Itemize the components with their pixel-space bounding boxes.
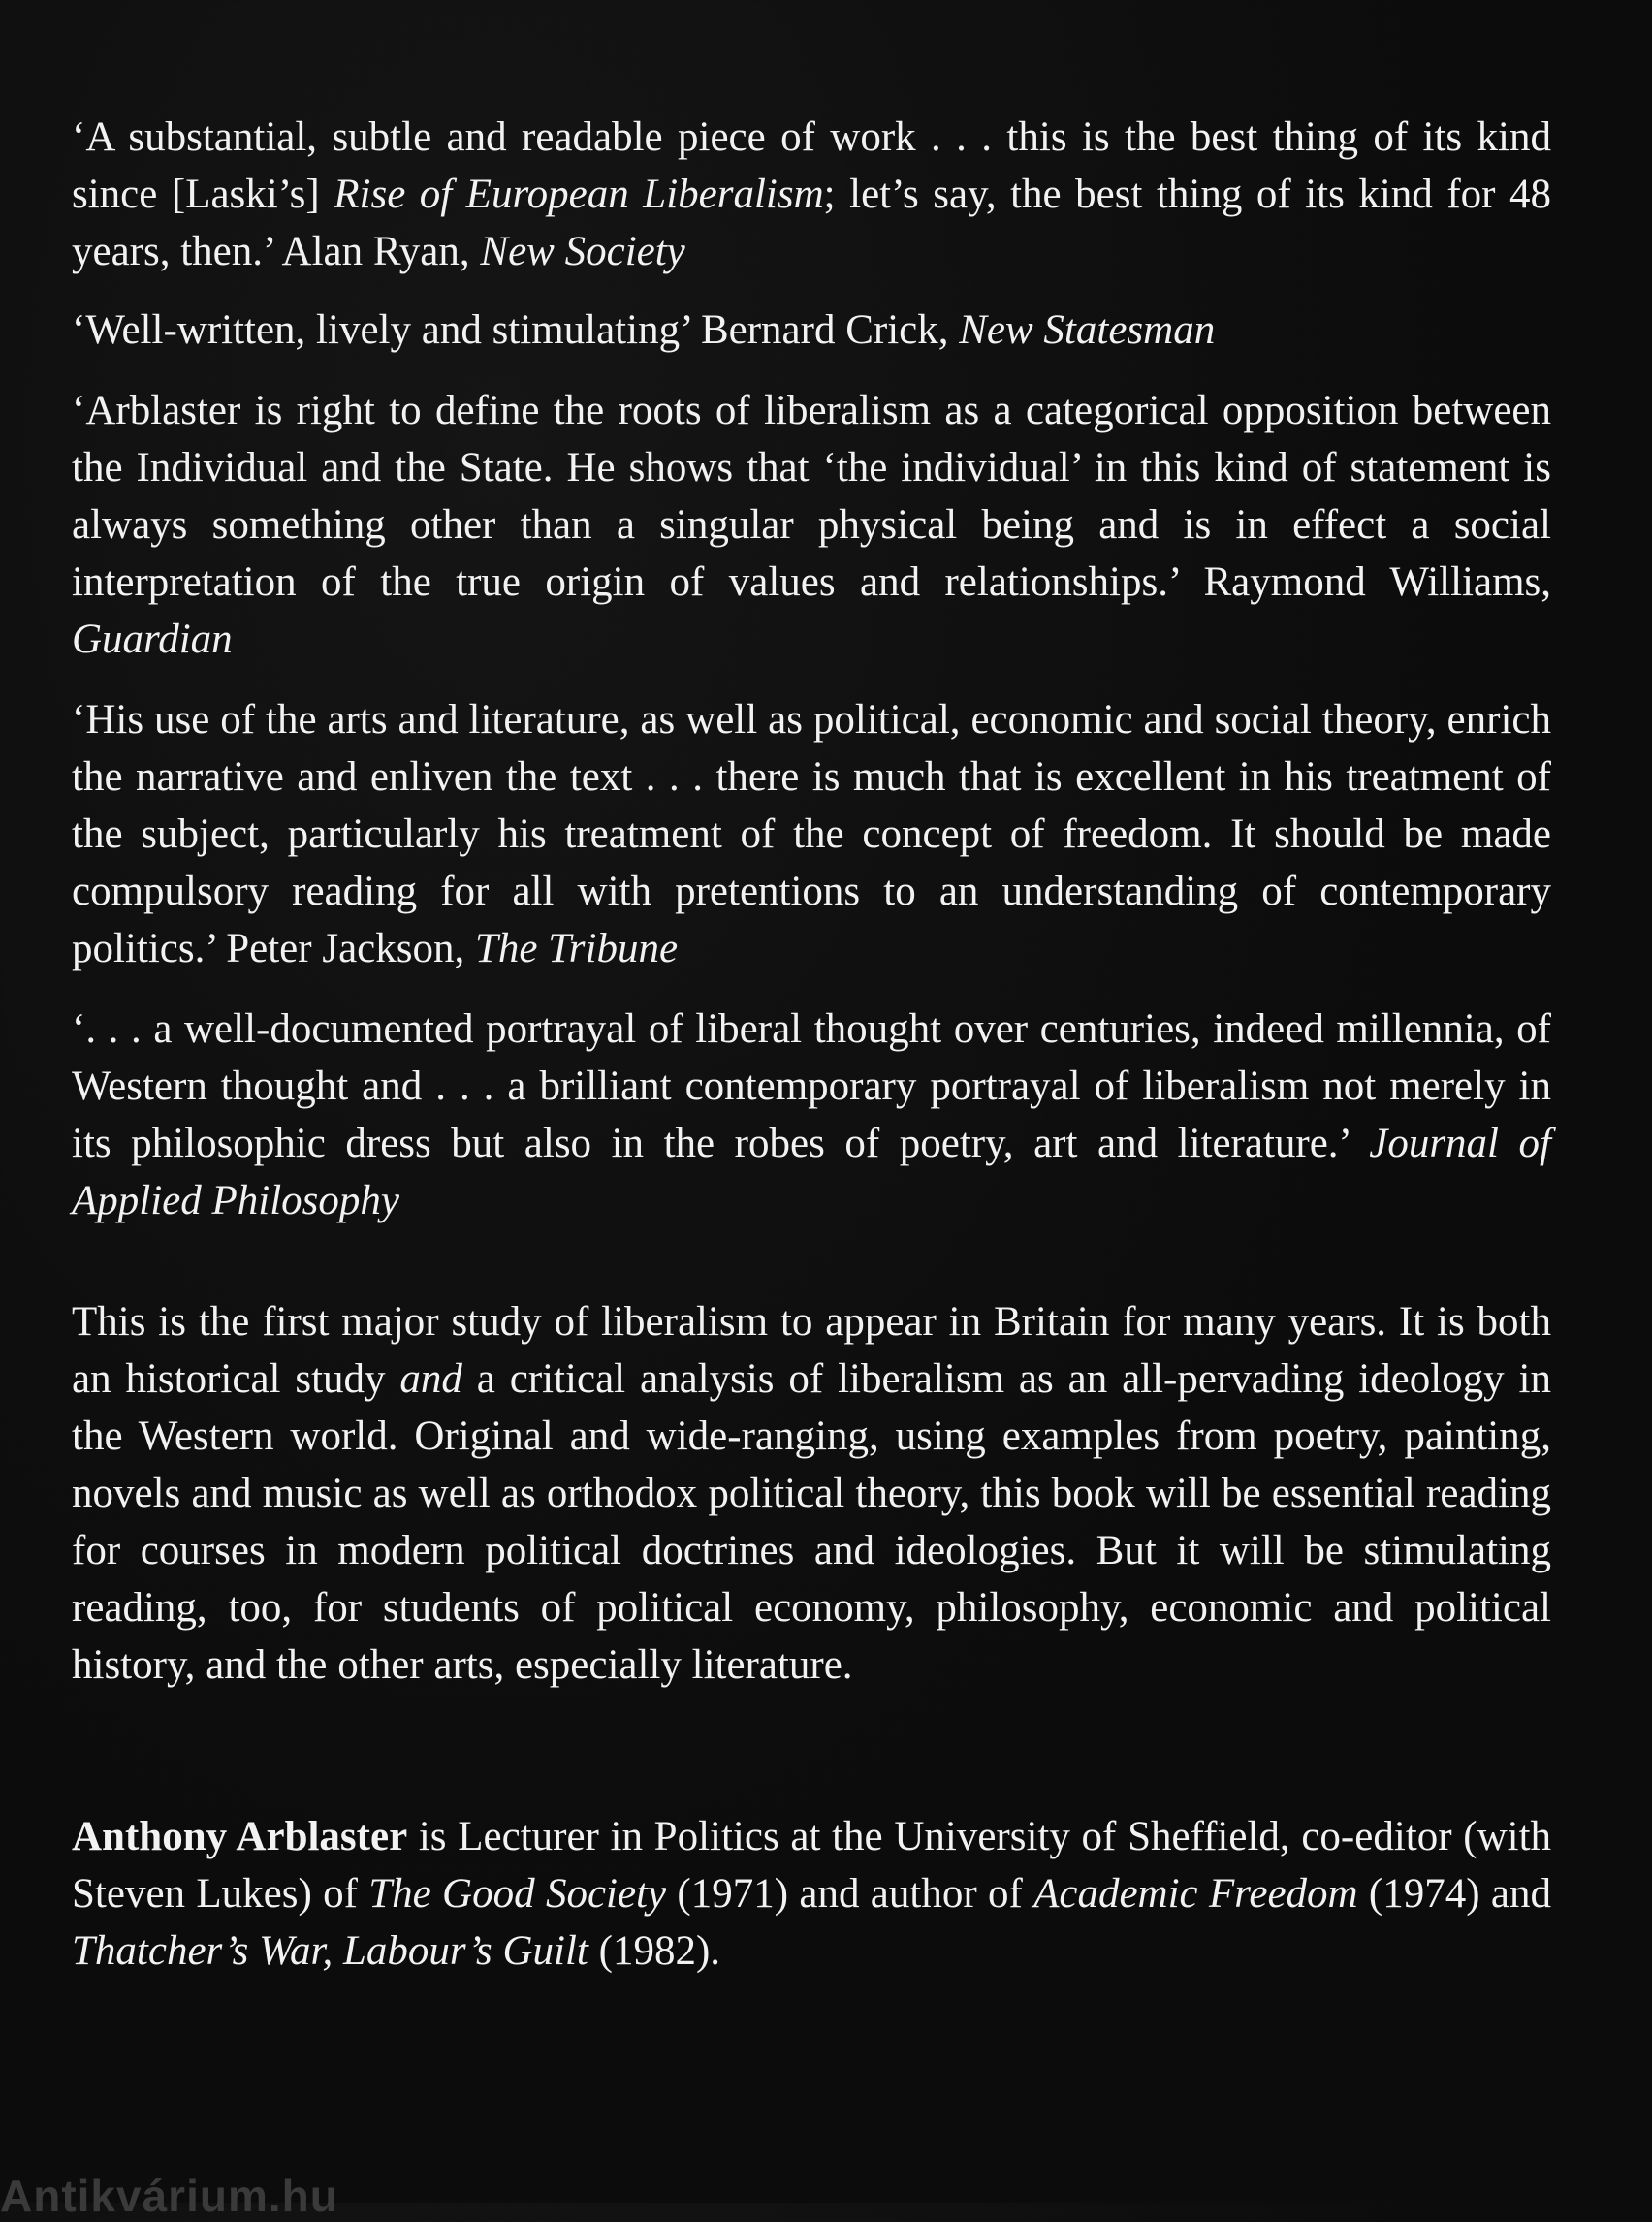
author-bio: [72, 1808, 1551, 1980]
bio-text: (1982).: [588, 1928, 721, 1974]
bio-book-title: Thatcher’s War, Labour’s Guilt: [72, 1928, 588, 1974]
bio-text: is Lecturer in Politics at the University of Sheffield, co-editor (with Steven Lukes) of: [72, 1814, 1552, 1917]
blurb-text: This is the first major study of liberalism to appear in Britain for many years. It is both an historical study: [72, 1299, 1551, 1402]
review-quote-journal: [72, 1000, 1551, 1229]
blurb-text-continued: a critical analysis of liberalism as an all-pervading ideology in the Western world. Original and wide-ranging, using examples from poetry, painting, novels and music as well as orthodox political theory, this book will be essential reading for courses in modern political doctrines and ideologies. But it will be stimulating reading, too, for students of political economy, philosophy, economic and political history, and the other arts, especially literature.: [72, 1356, 1551, 1688]
bio-text: (1974) and: [1357, 1871, 1551, 1917]
quote-source: The Tribune: [474, 926, 679, 971]
review-quote-peter-jackson: [72, 691, 1551, 977]
author-name: Anthony Arblaster: [72, 1814, 408, 1859]
quoted-book-title: Rise of European Liberalism: [334, 172, 824, 217]
bio-text: (1971) and author of: [666, 1871, 1034, 1917]
quote-text-continued: ; let’s say, the best thing of its kind for 48 years, then.’ Alan Ryan,: [72, 172, 1551, 274]
quote-text: ‘. . . a well-documented portrayal of liberal thought over centuries, indeed millennia, of Western thought and . . . a brilliant contemporary portrayal of liberalism not merely in its philosophic dress but also in the robes of poetry, art and literature.’: [72, 1006, 1551, 1166]
bio-book-title: Academic Freedom: [1033, 1871, 1358, 1917]
review-quote-alan-ryan: [72, 109, 1551, 280]
book-description: [72, 1293, 1551, 1694]
blurb-emphasis: and: [399, 1356, 462, 1402]
quote-text: ‘His use of the arts and literature, as well as political, economic and social theory, enrich the narrative and enliven the text . . . there is much that is excellent in his treatment of the subject, particularly his treatment of the concept of freedom. It should be made compulsory reading for all with pretentions to an understanding of contemporary politics.’ Peter Jackson,: [72, 697, 1551, 971]
quote-text: ‘Well-written, lively and stimulating’ Bernard Crick,: [72, 307, 960, 353]
quote-text: ‘A substantial, subtle and readable piece of work . . . this is the best thing of its kind since [Laski’s]: [72, 114, 1551, 217]
quote-source: Journal of Applied Philosophy: [72, 1121, 1551, 1223]
quote-source: Guardian: [72, 617, 233, 662]
quote-source: New Society: [480, 229, 685, 274]
review-quote-bernard-crick: [72, 302, 1551, 359]
back-cover-text: [72, 109, 1551, 1980]
bio-book-title: The Good Society: [368, 1871, 667, 1917]
watermark: Antikvárium.hu: [0, 2171, 338, 2221]
quote-text: ‘Arblaster is right to define the roots of liberalism as a categorical opposition between the Individual and the State. He shows that ‘the individual’ in this kind of statement is always something other than a singular physical being and is in effect a social interpretation of the true origin of values and relationships.’ Raymond Williams,: [72, 388, 1551, 605]
review-quote-raymond-williams: [72, 382, 1551, 668]
quote-source: New Statesman: [959, 307, 1216, 353]
